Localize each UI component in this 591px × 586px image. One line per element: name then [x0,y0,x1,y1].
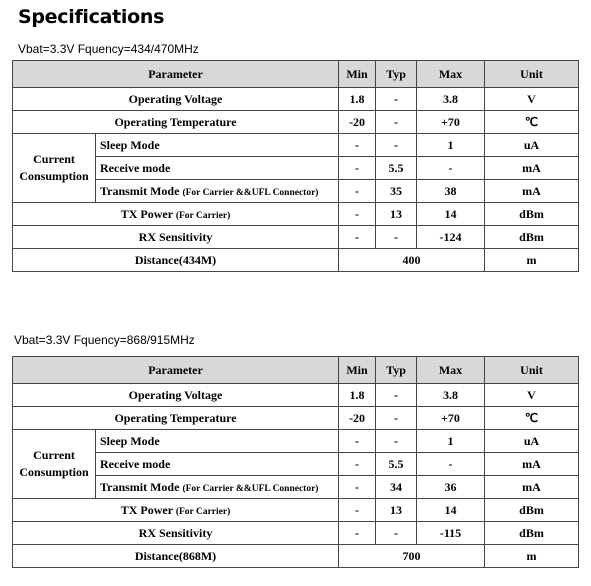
cell-min: - [339,476,376,499]
row-label: Sleep Mode [96,134,339,157]
cell-max: 1 [417,134,485,157]
cell-max: 3.8 [417,88,485,111]
cell-unit: uA [485,134,579,157]
row-label-note: (For Carrier) [175,210,231,221]
cell-min: - [339,134,376,157]
row-label-main: TX Power [120,502,173,517]
table-header-row [13,357,579,384]
cell-value: 400 [339,249,485,272]
page-title: Specifications [18,6,165,28]
table-row-receive-mode [13,157,579,180]
row-label: Sleep Mode [96,430,339,453]
row-label-main: Transmit Mode [100,183,180,198]
cell-unit: mA [485,453,579,476]
cell-max: 3.8 [417,384,485,407]
table-row-operating-voltage [13,88,579,111]
group-label-line2: Consumption [19,465,89,479]
cell-max: - [417,453,485,476]
row-label-note: (For Carrier) [175,506,231,517]
cell-unit: m [485,545,579,568]
cell-unit: V [485,88,579,111]
spec-table-868 [12,356,579,568]
cell-min: - [339,226,376,249]
row-label: RX Sensitivity [13,522,339,545]
table-row-receive-mode [13,453,579,476]
cell-typ: - [376,134,417,157]
cell-min: -20 [339,111,376,134]
table-row-tx-power [13,203,579,226]
header-typ: Typ [376,357,417,384]
row-label: RX Sensitivity [13,226,339,249]
header-max: Max [417,357,485,384]
header-unit: Unit [485,357,579,384]
row-label: Distance(868M) [13,545,339,568]
row-label [13,499,339,522]
header-min: Min [339,357,376,384]
cell-max: 36 [417,476,485,499]
header-min: Min [339,61,376,88]
cell-typ: 13 [376,499,417,522]
condition-text-434: Vbat=3.3V Fquency=434/470MHz [18,42,199,56]
group-label-line1: Current [33,448,75,462]
cell-min: - [339,453,376,476]
table-row-operating-voltage [13,384,579,407]
cell-max: 14 [417,499,485,522]
cell-typ: - [376,226,417,249]
cell-unit: uA [485,430,579,453]
cell-unit: mA [485,476,579,499]
cell-typ: 34 [376,476,417,499]
condition-text-868: Vbat=3.3V Fquency=868/915MHz [14,333,195,347]
table-row-transmit-mode [13,180,579,203]
cell-typ: - [376,384,417,407]
row-label [96,476,339,499]
cell-max: +70 [417,111,485,134]
table-row-rx-sensitivity [13,226,579,249]
cell-unit: V [485,384,579,407]
current-consumption-label [13,430,96,499]
cell-unit: dBm [485,203,579,226]
cell-min: - [339,203,376,226]
row-label: Operating Temperature [13,407,339,430]
table-row-tx-power [13,499,579,522]
cell-unit: mA [485,180,579,203]
table-header-row [13,61,579,88]
table-row-distance [13,249,579,272]
cell-typ: - [376,111,417,134]
cell-typ: 5.5 [376,453,417,476]
cell-unit: dBm [485,499,579,522]
cell-typ: 5.5 [376,157,417,180]
cell-max: - [417,157,485,180]
header-max: Max [417,61,485,88]
cell-min: - [339,157,376,180]
cell-unit: ℃ [485,111,579,134]
cell-typ: 13 [376,203,417,226]
row-label [96,180,339,203]
current-consumption-label [13,134,96,203]
row-label-note: (For Carrier &&UFL Connector) [182,483,319,494]
cell-min: -20 [339,407,376,430]
row-label: Receive mode [96,453,339,476]
cell-typ: - [376,522,417,545]
cell-value: 700 [339,545,485,568]
cell-unit: m [485,249,579,272]
row-label: Receive mode [96,157,339,180]
group-label-line2: Consumption [19,169,89,183]
row-label [13,203,339,226]
table-row-rx-sensitivity [13,522,579,545]
cell-min: - [339,499,376,522]
cell-unit: ℃ [485,407,579,430]
cell-max: -124 [417,226,485,249]
cell-typ: - [376,88,417,111]
table-row-transmit-mode [13,476,579,499]
cell-min: - [339,180,376,203]
cell-max: -115 [417,522,485,545]
header-typ: Typ [376,61,417,88]
cell-min: - [339,522,376,545]
cell-max: 38 [417,180,485,203]
row-label-main: TX Power [120,206,173,221]
cell-min: 1.8 [339,384,376,407]
row-label-main: Transmit Mode [100,479,180,494]
row-label: Operating Voltage [13,384,339,407]
cell-unit: dBm [485,226,579,249]
row-label-note: (For Carrier &&UFL Connector) [182,187,319,198]
header-parameter: Parameter [13,61,339,88]
table-row-operating-temperature [13,111,579,134]
row-label: Distance(434M) [13,249,339,272]
table-row-operating-temperature [13,407,579,430]
cell-max: +70 [417,407,485,430]
table-row-sleep-mode [13,430,579,453]
cell-min: 1.8 [339,88,376,111]
cell-max: 1 [417,430,485,453]
row-label: Operating Temperature [13,111,339,134]
header-parameter: Parameter [13,357,339,384]
cell-typ: - [376,407,417,430]
cell-typ: 35 [376,180,417,203]
header-unit: Unit [485,61,579,88]
cell-typ: - [376,430,417,453]
cell-unit: dBm [485,522,579,545]
cell-min: - [339,430,376,453]
table-row-distance [13,545,579,568]
cell-unit: mA [485,157,579,180]
cell-max: 14 [417,203,485,226]
spec-table-434 [12,60,579,272]
table-row-sleep-mode [13,134,579,157]
group-label-line1: Current [33,152,75,166]
row-label: Operating Voltage [13,88,339,111]
